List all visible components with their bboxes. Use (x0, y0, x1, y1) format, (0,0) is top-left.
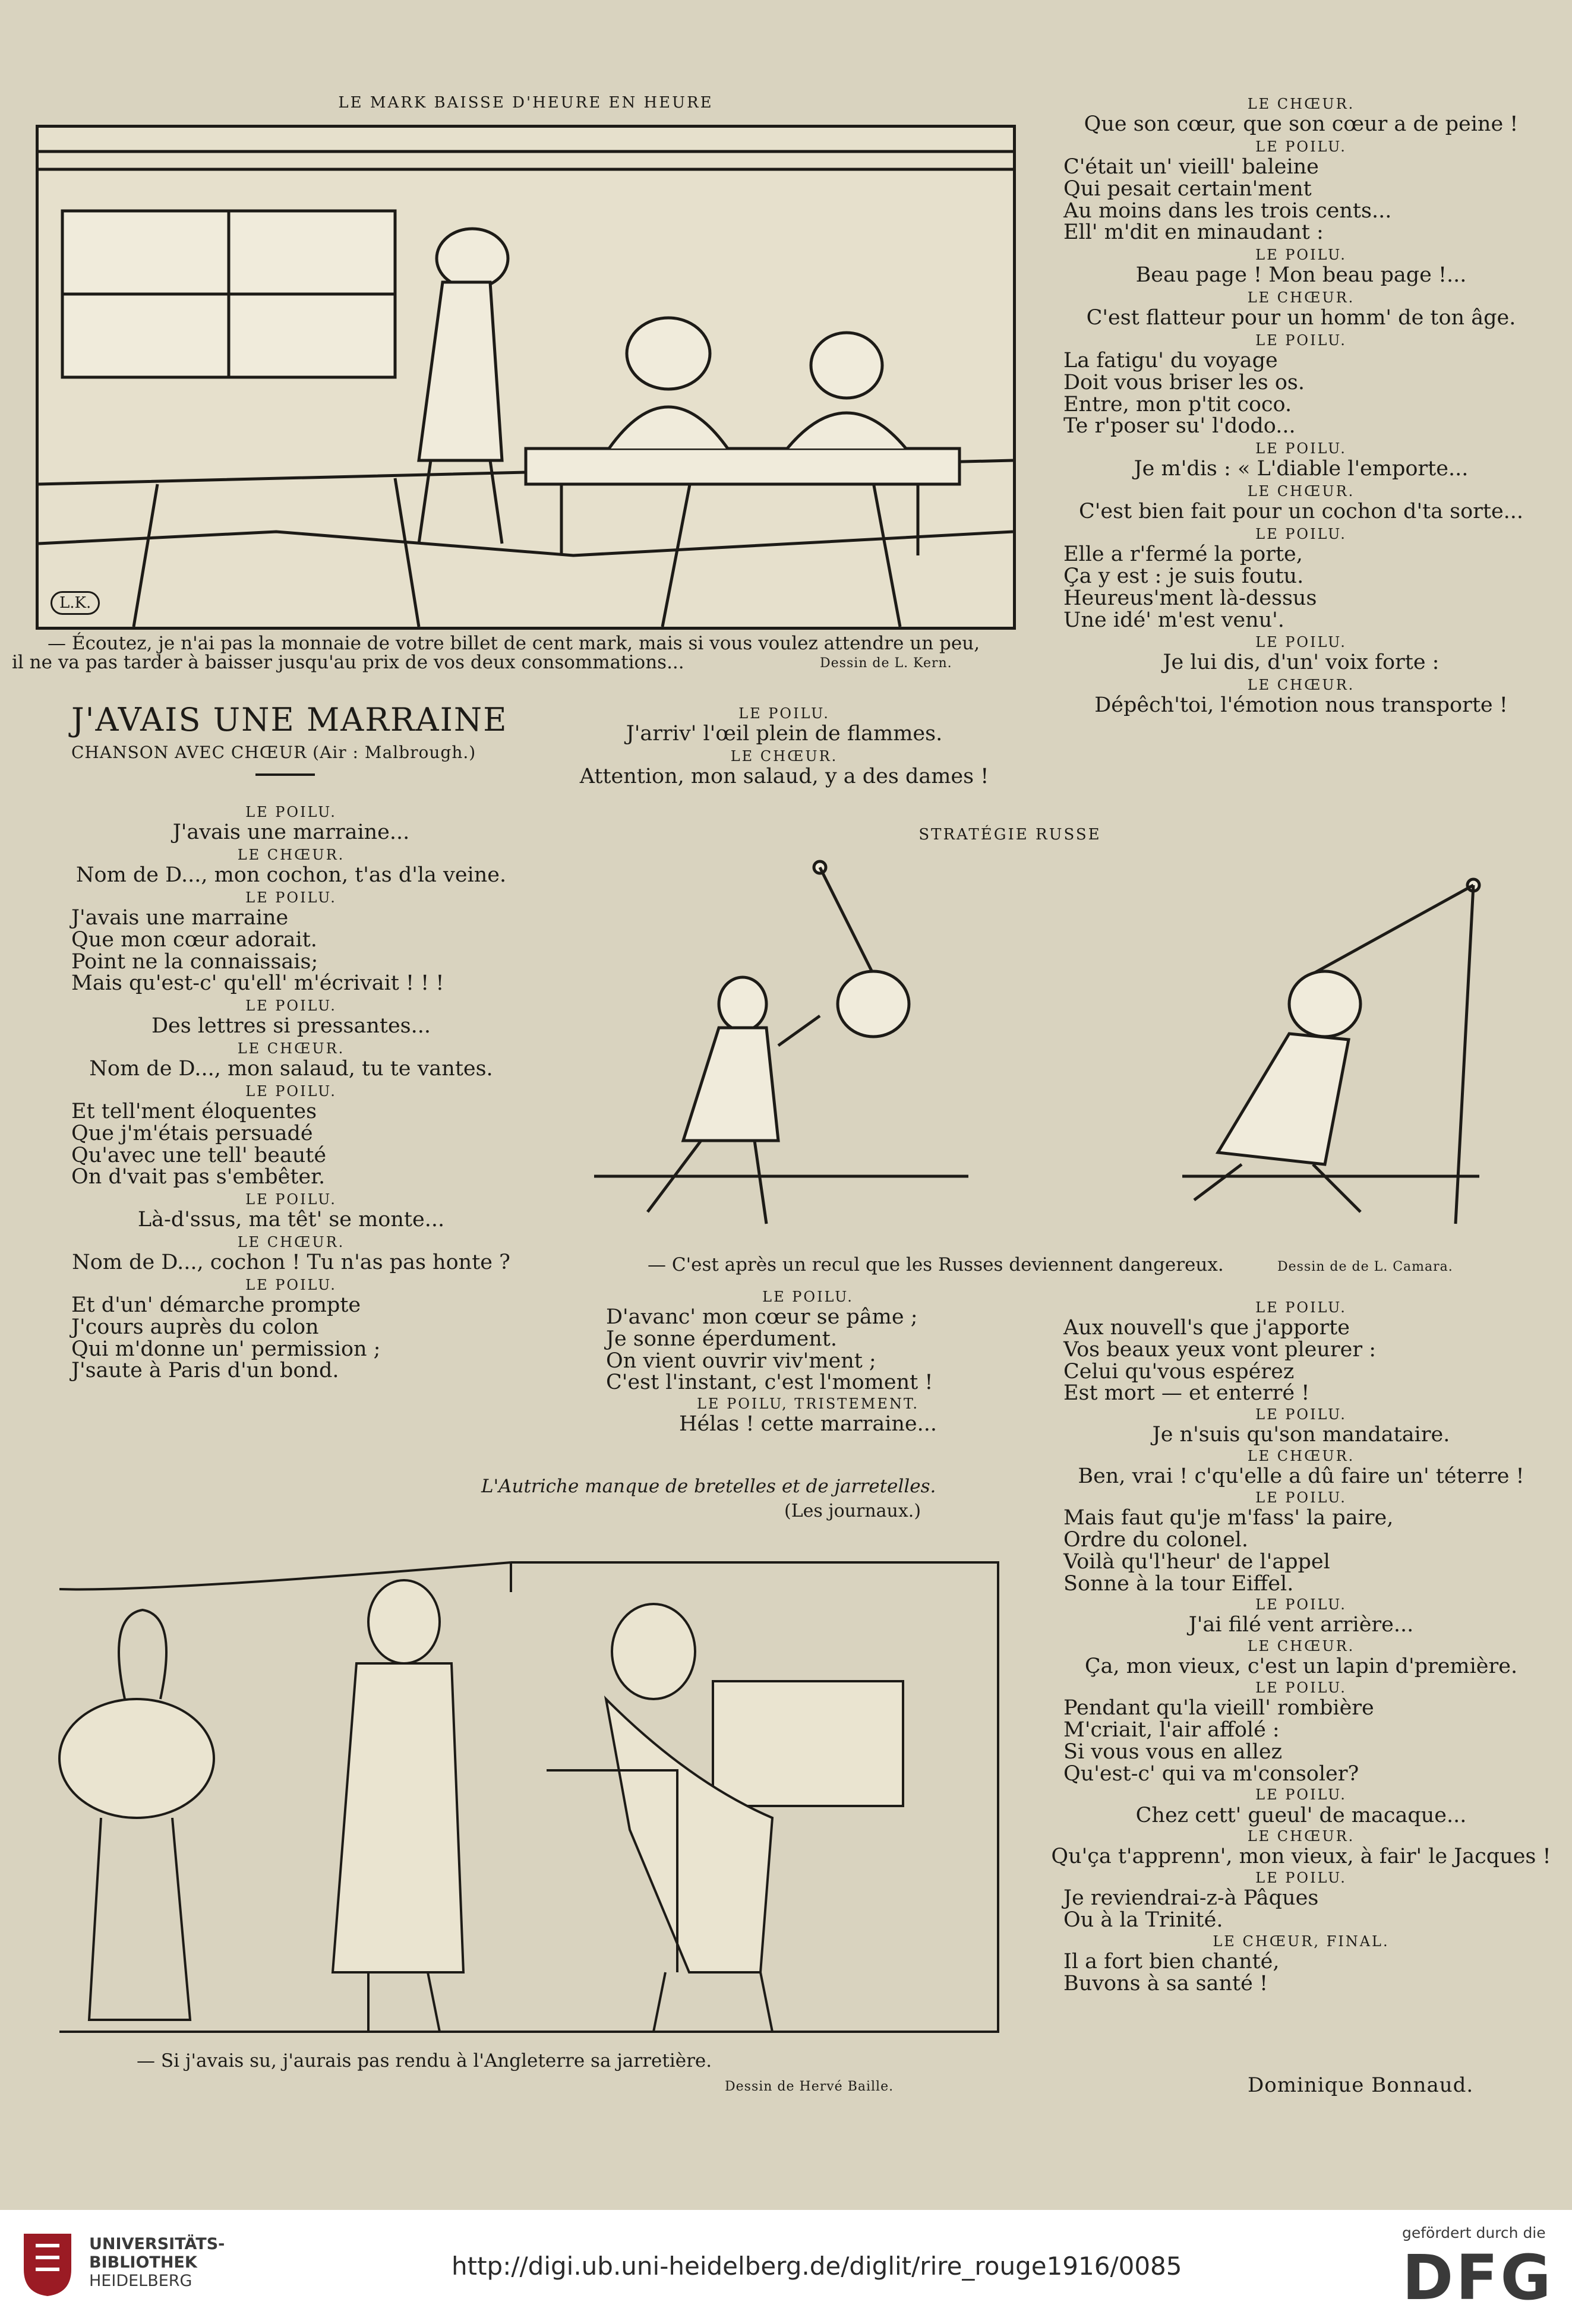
artist-monogram: L.K. (50, 591, 100, 615)
speaker-label: LE CHŒUR. (1247, 1828, 1355, 1845)
stanza-block (541, 747, 1028, 788)
stanza-block (1046, 1596, 1557, 1636)
verse-line: J'avais une marraine... (172, 820, 410, 845)
verse-line: C'était un' vieill' baleine (1063, 155, 1319, 179)
speaker-label: LE CHŒUR. (237, 1040, 345, 1057)
verse-line: Et tell'ment éloquentes (71, 1100, 317, 1124)
funding-note: gefördert durch die (1402, 2224, 1546, 2241)
verse-line: Je lui dis, d'un' voix forte : (1163, 651, 1440, 675)
digitized-url-link[interactable]: http://digi.ub.uni-heidelberg.de/diglit/rire_rouge1916/0085 (452, 2252, 1182, 2281)
verse-line: Point ne la connaissais; (71, 949, 318, 974)
top-cartoon-title: LE MARK BAISSE D'HEURE EN HEURE (338, 94, 714, 112)
bottom-cartoon-caption: — Si j'avais su, j'aurais pas rendu à l'Angleterre sa jarretière. (137, 2050, 712, 2072)
verse-line: Ça, mon vieux, c'est un lapin d'première. (1084, 1654, 1518, 1679)
speaker-label: LE CHŒUR. (1247, 1448, 1355, 1465)
speaker-label: LE POILU. (1255, 138, 1347, 155)
middle-cartoon-title: STRATÉGIE RUSSE (918, 826, 1101, 844)
stanza-block (1046, 676, 1557, 716)
verse-line: Je m'dis : « L'diable l'emporte... (1134, 457, 1469, 481)
song-title: J'AVAIS UNE MARRAINE (71, 701, 508, 738)
verse-line: M'criait, l'air affolé : (1063, 1718, 1280, 1742)
verse-line: Qu'avec une tell' beauté (71, 1143, 327, 1167)
middle-cartoon-credit: Dessin de de L. Camara. (1277, 1259, 1453, 1274)
verse-line: Voilà qu'l'heur' de l'appel (1063, 1549, 1330, 1574)
stanza-block (1046, 1827, 1557, 1868)
verse-line: Que j'm'étais persuadé (71, 1121, 313, 1145)
verse-line: Qui pesait certain'ment (1063, 176, 1312, 201)
speaker-label: LE CHŒUR. (1247, 289, 1355, 307)
verse-line: Ben, vrai ! c'qu'elle a dû faire un' téterre ! (1078, 1464, 1524, 1489)
verse-line: Beau page ! Mon beau page !... (1135, 263, 1467, 288)
stanza-block (1046, 1489, 1557, 1594)
speaker-label: LE POILU. (738, 705, 830, 722)
verse-line: Que mon cœur adorait. (71, 927, 317, 952)
stanza-block (53, 1233, 529, 1274)
stanza-block (1046, 289, 1557, 329)
verse-line: Je n'suis qu'son mandataire. (1152, 1423, 1450, 1447)
stanza-block (1046, 440, 1557, 480)
verse-line: J'ai filé vent arrière... (1188, 1613, 1414, 1637)
library-footer (0, 2210, 1572, 2324)
verse-line: Des lettres si pressantes... (151, 1014, 431, 1038)
stanza-block (1046, 1933, 1557, 1995)
verse-line: C'est flatteur pour un homm' de ton âge. (1086, 306, 1516, 330)
verse-line: Nom de D..., mon salaud, tu te vantes. (89, 1057, 493, 1081)
verse-line: On d'vait pas s'embêter. (71, 1165, 326, 1189)
library-name-line2: BIBLIOTHEK (89, 2253, 197, 2272)
stanza-block (1046, 138, 1557, 244)
song-column-2-top (541, 705, 1028, 790)
stanza-block (53, 1040, 529, 1080)
library-name-line3: HEIDELBERG (89, 2272, 192, 2291)
speaker-label: LE POILU. (1255, 247, 1347, 264)
verse-line: C'est bien fait pour un cochon d'ta sorte... (1078, 500, 1524, 524)
verse-line: Une idé' m'est venu'. (1063, 608, 1284, 632)
top-cartoon-caption-line1: — Écoutez, je n'ai pas la monnaie de votre billet de cent mark, mais si vous voulez attendre un peu, (48, 633, 980, 654)
austria-garter-drawing (36, 1545, 1010, 2050)
stanza-block (53, 889, 529, 994)
stanza-block (53, 1082, 529, 1188)
verse-line: Nom de D..., mon cochon, t'as d'la veine. (75, 863, 507, 888)
verse-line: Doit vous briser les os. (1063, 370, 1305, 394)
speaker-label: LE CHŒUR. (1247, 677, 1355, 694)
verse-line: On vient ouvrir viv'ment ; (606, 1349, 876, 1373)
verse-line: Buvons à sa santé ! (1063, 1971, 1268, 1995)
speaker-label: LE POILU. (245, 1191, 337, 1208)
verse-line: Elle a r'fermé la porte, (1063, 542, 1303, 567)
library-seal-icon (18, 2228, 77, 2299)
verse-line: Mais faut qu'je m'fass' la paire, (1063, 1506, 1394, 1530)
verse-line: Dépêch'toi, l'émotion nous transporte ! (1094, 693, 1508, 718)
verse-line: Au moins dans les trois cents... (1063, 198, 1392, 223)
verse-line: Heureus'ment là-dessus (1063, 586, 1317, 610)
verse-line: Te r'poser su' l'dodo... (1063, 414, 1296, 438)
stanza-block (1046, 95, 1557, 135)
verse-line: Qu'ça t'apprenn', mon vieux, à fair' le Jacques ! (1051, 1845, 1551, 1869)
verse-line: Et d'un' démarche prompte (71, 1293, 361, 1318)
speaker-label: LE POILU. (245, 997, 337, 1015)
speaker-label: LE POILU. (1255, 332, 1347, 349)
bottom-cartoon-epigraph: L'Autriche manque de bretelles et de jarretelles. (481, 1476, 936, 1497)
speaker-label: LE POILU. (245, 889, 337, 906)
verse-line: J'avais une marraine (71, 906, 289, 930)
top-cartoon-caption-line2: il ne va pas tarder à baisser jusqu'au prix de vos deux consommations... (12, 652, 684, 673)
bottom-cartoon-credit: Dessin de Hervé Baille. (725, 2079, 894, 2094)
verse-line: Aux nouvell's que j'apporte (1063, 1316, 1350, 1340)
song-column-3-bottom (1046, 1299, 1557, 1996)
verse-line: Je sonne éperdument. (606, 1327, 837, 1351)
verse-line: Chez cett' gueul' de macaque... (1135, 1803, 1467, 1827)
speaker-label: LE POILU. (1255, 1679, 1347, 1697)
author-signature: Dominique Bonnaud. (1248, 2073, 1474, 2097)
stanza-block (53, 803, 529, 844)
stanza-block (1046, 1299, 1557, 1404)
speaker-label: LE POILU. (245, 1082, 337, 1100)
verse-line: Ou à la Trinité. (1063, 1908, 1223, 1933)
bottom-cartoon-epigraph-source: (Les journaux.) (784, 1501, 921, 1521)
verse-line: Je reviendrai-z-à Pâques (1063, 1886, 1319, 1911)
stanza-block (1046, 331, 1557, 437)
song-subtitle: CHANSON AVEC CHŒUR (Air : Malbrough.) (71, 743, 476, 762)
verse-line: Ell' m'dit en minaudant : (1063, 220, 1324, 245)
stanza-block (1046, 1786, 1557, 1826)
verse-line: Mais qu'est-c' qu'ell' m'écrivait ! ! ! (71, 971, 444, 996)
speaker-label: LE CHŒUR, FINAL. (1213, 1933, 1390, 1950)
song-column-3-top (1046, 95, 1557, 719)
verse-line: C'est l'instant, c'est l'moment ! (606, 1371, 933, 1395)
stanza-block (588, 1288, 1028, 1394)
speaker-label: LE CHŒUR. (237, 846, 345, 863)
speaker-label: LE CHŒUR. (730, 747, 838, 765)
speaker-label: LE CHŒUR. (1247, 483, 1355, 500)
song-column-1 (53, 803, 529, 1384)
top-cartoon-illustration (36, 125, 1016, 630)
speaker-label: LE POILU. (1255, 1870, 1347, 1887)
verse-line: Ordre du colonel. (1063, 1528, 1248, 1552)
verse-line: Ça y est : je suis foutu. (1063, 564, 1304, 588)
verse-line: Là-d'ssus, ma têt' se monte... (137, 1208, 445, 1232)
verse-line: Est mort — et enterré ! (1063, 1381, 1310, 1406)
speaker-label: LE POILU. (1255, 634, 1347, 651)
stanza-block (1046, 1447, 1557, 1488)
stanza-block (1046, 246, 1557, 286)
verse-line: Si vous vous en allez (1063, 1739, 1283, 1764)
speaker-label: LE POILU. (245, 804, 337, 820)
dfg-logo: DFG (1402, 2241, 1554, 2314)
stanza-block (1046, 1406, 1557, 1446)
verse-line: D'avanc' mon cœur se pâme ; (606, 1305, 918, 1330)
stanza-block (1046, 482, 1557, 523)
stanza-block (588, 1395, 1028, 1435)
stanza-block (53, 1191, 529, 1231)
speaker-label: LE CHŒUR. (1247, 96, 1355, 112)
verse-line: Sonne à la tour Eiffel. (1063, 1571, 1294, 1596)
speaker-label: LE POILU. (1255, 1406, 1347, 1423)
verse-line: Il a fort bien chanté, (1063, 1950, 1280, 1974)
speaker-label: LE POILU. (245, 1277, 337, 1293)
speaker-label: LE POILU, TRISTEMENT. (696, 1395, 920, 1413)
middle-cartoon-illustration (588, 844, 1503, 1259)
verse-line: Nom de D..., cochon ! Tu n'as pas honte ? (72, 1251, 510, 1275)
speaker-label: LE POILU. (1255, 1489, 1347, 1507)
verse-line: Pendant qu'la vieill' rombière (1063, 1696, 1374, 1720)
stanza-block (1046, 1679, 1557, 1785)
title-flourish (255, 773, 315, 776)
russian-strategy-drawing (588, 844, 1503, 1259)
top-cartoon-credit: Dessin de L. Kern. (820, 656, 952, 671)
song-column-2-middle (588, 1288, 1028, 1436)
library-name (89, 2235, 225, 2290)
stanza-block (1046, 1637, 1557, 1678)
middle-cartoon-caption: — C'est après un recul que les Russes deviennent dangereux. (648, 1254, 1224, 1275)
stanza-block (1046, 1869, 1557, 1931)
verse-line: Celui qu'vous espérez (1063, 1359, 1295, 1384)
verse-line: Attention, mon salaud, y a des dames ! (579, 765, 989, 789)
verse-line: J'saute à Paris d'un bond. (71, 1359, 339, 1383)
verse-line: Que son cœur, que son cœur a de peine ! (1084, 112, 1519, 137)
speaker-label: LE POILU. (1255, 1786, 1347, 1804)
stanza-block (53, 846, 529, 886)
verse-line: Vos beaux yeux vont pleurer : (1063, 1337, 1377, 1362)
speaker-label: LE POILU. (1255, 440, 1347, 457)
verse-line: La fatigu' du voyage (1063, 349, 1278, 373)
library-name-line1: UNIVERSITÄTS- (89, 2235, 225, 2253)
speaker-label: LE POILU. (1255, 1596, 1347, 1613)
bottom-cartoon-illustration (36, 1545, 1010, 2050)
stanza-block (1046, 633, 1557, 674)
verse-line: J'cours auprès du colon (71, 1315, 319, 1339)
stanza-block (1046, 525, 1557, 631)
stanza-block (53, 1276, 529, 1382)
stanza-block (541, 705, 1028, 745)
stanza-block (53, 997, 529, 1037)
speaker-label: LE POILU. (1255, 526, 1347, 543)
tavern-scene-drawing (39, 128, 1013, 627)
verse-line: J'arriv' l'œil plein de flammes. (626, 722, 943, 746)
speaker-label: LE POILU. (1255, 1299, 1347, 1316)
speaker-label: LE POILU. (762, 1289, 854, 1305)
speaker-label: LE CHŒUR. (1247, 1638, 1355, 1655)
speaker-label: LE CHŒUR. (237, 1234, 345, 1251)
verse-line: Hélas ! cette marraine... (678, 1412, 937, 1436)
verse-line: Entre, mon p'tit coco. (1063, 392, 1292, 416)
verse-line: Qu'est-c' qui va m'consoler? (1063, 1761, 1359, 1786)
verse-line: Qui m'donne un' permission ; (71, 1337, 381, 1361)
